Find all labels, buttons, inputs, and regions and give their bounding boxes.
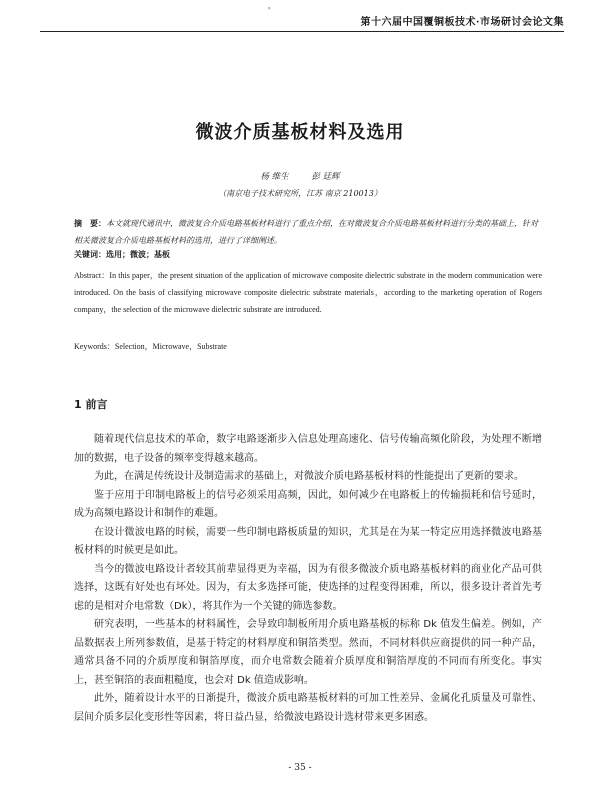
abstract-cn-text: 本文就现代通讯中，微波复合介质电路基板材料进行了重点介绍，在对微波复合介质电路基板材料进行分类的基础上，针对相关微波复合介质电路基板材料的选用，进行了详细阐述。	[74, 219, 538, 245]
abstract-cn-label: 摘 要：	[74, 218, 106, 228]
body-paragraph: 随着现代信息技术的革命，数字电路逐渐步入信息处理高速化、信号传输高频化阶段，为处理不断增加的数据，电子设备的频率变得越来越高。	[74, 434, 542, 464]
affiliation: （南京电子技术研究所，江苏 南京 210013）	[218, 189, 382, 198]
body-paragraph: 为此，在满足传统设计及制造需求的基础上，对微波介质电路基板材料的性能提出了更新的要求。	[94, 471, 524, 482]
abstract-cn	[74, 215, 542, 249]
keywords-en: Keywords：Selection，Microwave，Substrate	[74, 342, 227, 351]
body-paragraph: 鉴于应用于印制电路板上的信号必须采用高频，因此，如何减少在电路板上的传输损耗和信号延时，成为高频电路设计和制作的难题。	[74, 489, 542, 519]
section-heading-introduction: 1 前言	[74, 398, 108, 411]
body-paragraph: 此外，随着设计水平的日渐提升，微波介质电路基板材料的可加工性差异、金属化孔质量及可靠性、层间介质多层化变形性等因素，将日益凸显，给微波电路设计选材带来更多困惑。	[74, 693, 542, 723]
paper-title: 微波介质基板材料及选用	[195, 122, 405, 143]
page-number: - 35 -	[288, 763, 312, 773]
abstract-en: Abstract：In this paper，the present situation of the application of microwave composite dielectric substrate in the modern communication were introduced. On the basis of classifying microwave composite dielectric substrate materials，according to the marketing operation of Rogers company，the selection of the microwave dielectric substrate are introduced.	[74, 271, 542, 314]
body-paragraph: 研究表明，一些基本的材料属性，会导致印制板所用介质电路基板的标称 Dk 值发生偏差。例如，产品数据表上所列参数值，是基于特定的材料厚度和铜箔类型。然而，不同材料供应商提供的同一种产品，通常具备不同的介质厚度和铜箔厚度，而介电常数会随着介质厚度和铜箔厚度的不同而有所变化。事实上，甚至铜箔的表面粗糙度，也会对 Dk 值造成影响。	[74, 619, 542, 686]
section-body	[74, 431, 542, 727]
header-rule	[40, 31, 564, 32]
author-1: 杨 维生	[260, 172, 289, 182]
keywords-cn: 关键词：选用；微波；基板	[74, 250, 170, 259]
author-list	[0, 170, 600, 182]
running-header: 第十六届中国覆铜板技术·市场研讨会论文集	[360, 17, 564, 28]
body-paragraph: 当今的微波电路设计者较其前辈显得更为幸福，因为有很多微波介质电路基板材料的商业化产品可供选择，这既有好处也有坏处。因为，有太多选择可能，使选择的过程变得困难，所以，很多设计者首先考虑的是相对介电常数（Dk），将其作为一个关键的筛选参数。	[74, 563, 542, 612]
body-paragraph: 在设计微波电路的时候，需要一些印制电路板质量的知识，尤其是在为某一特定应用选择微波电路基板材料的时候更是如此。	[74, 526, 542, 556]
scan-mark: '	[268, 6, 271, 15]
author-2: 彭 廷辉	[311, 172, 340, 182]
